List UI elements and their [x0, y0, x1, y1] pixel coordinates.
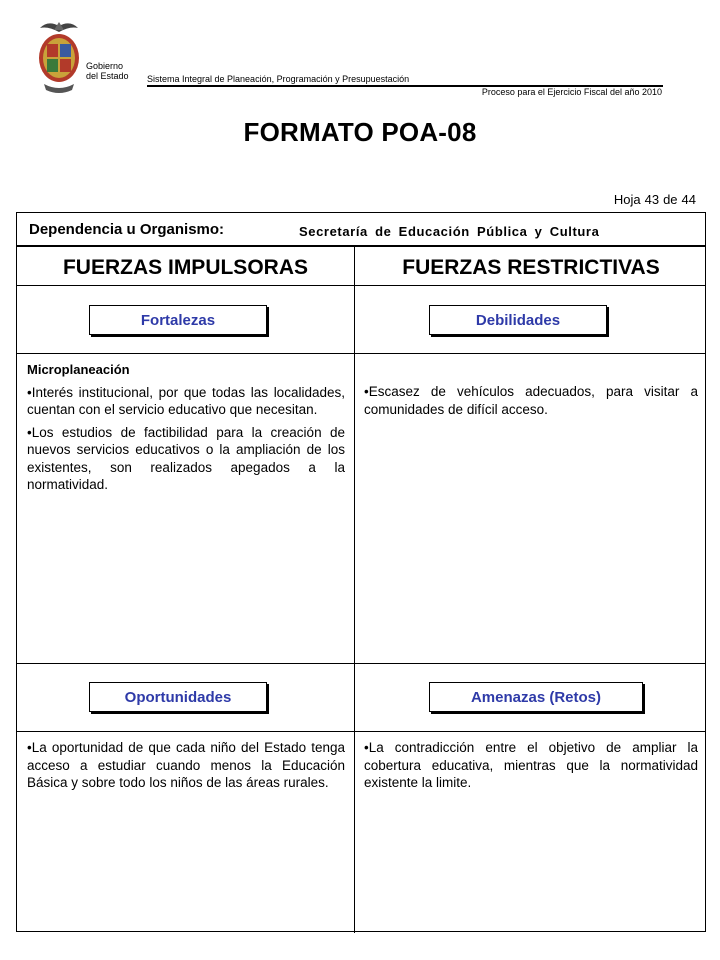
col-title-impulsoras: FUERZAS IMPULSORAS — [62, 256, 308, 279]
page-prefix: Hoja — [613, 192, 641, 207]
col-title-restrictivas: FUERZAS RESTRICTIVAS — [402, 256, 660, 279]
gobierno-del-estado-label — [86, 61, 129, 81]
state-coat-of-arms-icon — [36, 18, 82, 96]
fortalezas-subtitle: Microplaneación — [27, 362, 130, 377]
fortalezas-item: •Interés institucional, por que todas las localidades, cuentan con el servicio educativo que necesitan. — [27, 384, 345, 417]
row-divider — [17, 246, 705, 247]
fortalezas-item: •Los estudios de factibilidad para la creación de nuevos servicios educativos o la ampliación de los existentes, son realizados apegados a la normatividad. — [27, 424, 345, 492]
gobierno-line-1: Gobierno — [86, 61, 124, 71]
debilidades-content — [364, 383, 698, 423]
fortalezas-content — [27, 361, 345, 499]
dependency-value: Secretaría de Educación Pública y Cultura — [299, 224, 600, 239]
amenazas-item: •La contradicción entre el objetivo de ampliar la cobertura educativa, mientras que la normatividad existente la limite. — [364, 740, 698, 790]
debilidades-item: •Escasez de vehículos adecuados, para visitar a comunidades de difícil acceso. — [364, 384, 698, 417]
system-name: Sistema Integral de Planeación, Programación y Presupuestación — [147, 74, 410, 84]
process-label: Proceso para el Ejercicio Fiscal del año 2010 — [481, 87, 662, 97]
amenazas-content — [364, 739, 698, 797]
page-title: FORMATO POA-08 — [243, 117, 477, 147]
row-divider — [17, 663, 705, 664]
oportunidades-tag: Oportunidades — [89, 682, 267, 712]
amenazas-tag: Amenazas (Retos) — [429, 682, 643, 712]
page-counter — [614, 192, 696, 207]
dependency-label: Dependencia u Organismo: — [29, 221, 225, 238]
gobierno-line-2: del Estado — [86, 71, 129, 81]
row-divider — [17, 731, 705, 732]
page-total: 44 — [681, 192, 696, 207]
poa-form-table — [16, 212, 706, 932]
fortalezas-tag: Fortalezas — [89, 305, 267, 335]
oportunidades-item: •La oportunidad de que cada niño del Estado tenga acceso a estudiar cuando menos la Educación Básica y sobre todo los niños de las áreas rurales. — [27, 740, 345, 790]
row-divider — [17, 285, 705, 286]
page-sep: de — [663, 192, 678, 207]
column-divider — [354, 246, 355, 933]
oportunidades-content — [27, 739, 345, 797]
debilidades-tag: Debilidades — [429, 305, 607, 335]
page-current: 43 — [644, 192, 660, 207]
row-divider — [17, 353, 705, 354]
